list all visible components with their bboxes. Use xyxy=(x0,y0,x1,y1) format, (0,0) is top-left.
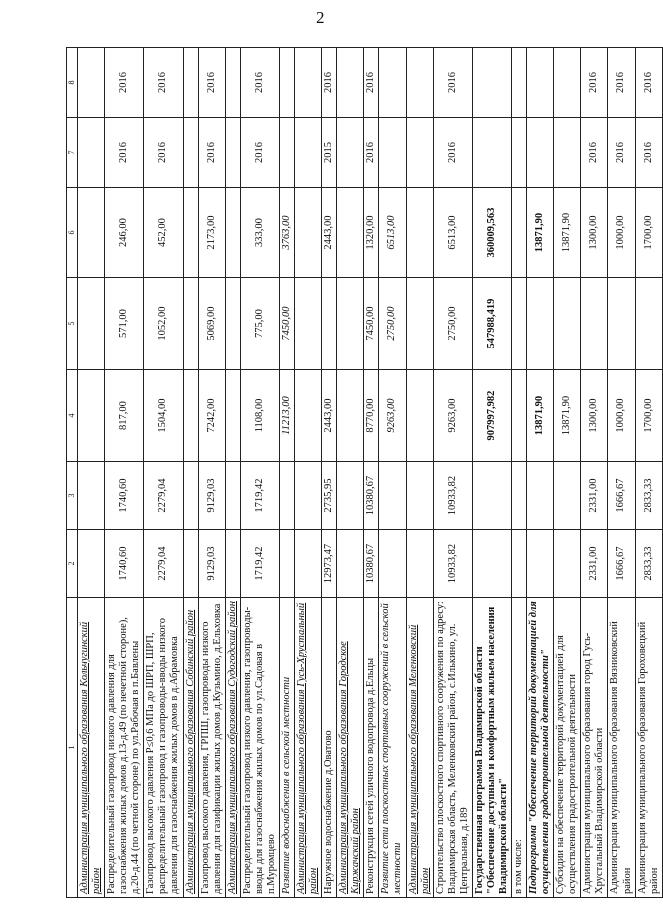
row-name-cell: в том числе: xyxy=(512,598,527,898)
value-cell xyxy=(406,118,433,188)
value-cell: 2833,33 xyxy=(635,462,662,530)
value-cell xyxy=(279,530,294,598)
value-cell: 2016 xyxy=(198,48,225,118)
value-cell xyxy=(78,370,105,462)
value-cell xyxy=(472,462,511,530)
value-cell xyxy=(279,462,294,530)
row-name-cell: Государственная программа Владимирской области "Обеспечение доступным и комфортным жильем населения Владимирской области" xyxy=(472,598,511,898)
value-cell: 6513,00 xyxy=(433,188,472,278)
column-number-row xyxy=(67,48,78,898)
value-cell: 2016 xyxy=(433,118,472,188)
value-cell xyxy=(406,48,433,118)
value-cell xyxy=(337,370,364,462)
value-cell xyxy=(512,118,527,188)
value-cell: 2331,00 xyxy=(581,462,608,530)
value-cell xyxy=(379,462,406,530)
value-cell: 2016 xyxy=(144,48,183,118)
table-row xyxy=(105,48,144,898)
value-cell: 452,00 xyxy=(144,188,183,278)
value-cell xyxy=(406,530,433,598)
value-cell: 2443,00 xyxy=(322,188,337,278)
value-cell: 1000,00 xyxy=(608,188,635,278)
table-row xyxy=(608,48,635,898)
column-header: 1 xyxy=(67,598,78,898)
table-row xyxy=(472,48,511,898)
value-cell: 2279,04 xyxy=(144,530,183,598)
value-cell xyxy=(472,118,511,188)
value-cell xyxy=(225,462,240,530)
value-cell xyxy=(279,48,294,118)
table-row xyxy=(364,48,379,898)
value-cell xyxy=(183,188,198,278)
row-name-cell: Наружное водоснабжение д.Оватово xyxy=(322,598,337,898)
value-cell: 1000,00 xyxy=(608,370,635,462)
value-cell xyxy=(554,278,581,370)
value-cell xyxy=(379,118,406,188)
column-header: 8 xyxy=(67,48,78,118)
row-name-cell: Администрация муниципального образования Кольчугинский район xyxy=(78,598,105,898)
value-cell: 2016 xyxy=(608,118,635,188)
value-cell xyxy=(527,48,554,118)
value-cell: 2016 xyxy=(635,118,662,188)
table-row xyxy=(337,48,364,898)
value-cell xyxy=(295,370,322,462)
value-cell: 1504,00 xyxy=(144,370,183,462)
value-cell xyxy=(472,48,511,118)
value-cell xyxy=(337,118,364,188)
row-name-cell: Распределительный газопровод низкого давления для газоснабжения жилых домов д.13-д.49 (по нечетной стороне), д.20-д.44 (по четной стороне) по ул.Рабочая в п.Бавлены xyxy=(105,598,144,898)
column-header: 4 xyxy=(67,370,78,462)
value-cell xyxy=(512,188,527,278)
value-cell: 6513,00 xyxy=(379,188,406,278)
value-cell: 1300,00 xyxy=(581,370,608,462)
value-cell: 2750,00 xyxy=(433,278,472,370)
value-cell xyxy=(472,530,511,598)
row-name-cell: Реконструкция сетей уличного водопровода д.Ельцы xyxy=(364,598,379,898)
value-cell: 13871,90 xyxy=(554,370,581,462)
value-cell: 1052,00 xyxy=(144,278,183,370)
value-cell xyxy=(512,48,527,118)
table-row xyxy=(406,48,433,898)
value-cell: 10380,67 xyxy=(364,462,379,530)
value-cell: 2016 xyxy=(105,118,144,188)
value-cell xyxy=(78,48,105,118)
row-name-cell: Подпрограмма "Обеспечение территорий документацией для осуществления градостроительной деятельности" xyxy=(527,598,554,898)
value-cell xyxy=(279,118,294,188)
row-name-cell: Администрация муниципального образования Меленковский район xyxy=(406,598,433,898)
value-cell xyxy=(608,278,635,370)
table-row xyxy=(527,48,554,898)
column-header: 7 xyxy=(67,118,78,188)
value-cell xyxy=(554,462,581,530)
column-header: 6 xyxy=(67,188,78,278)
value-cell xyxy=(527,278,554,370)
value-cell: 2173,00 xyxy=(198,188,225,278)
table-row xyxy=(512,48,527,898)
value-cell xyxy=(635,278,662,370)
value-cell xyxy=(225,370,240,462)
value-cell xyxy=(78,278,105,370)
value-cell: 9129,03 xyxy=(198,462,225,530)
value-cell xyxy=(337,462,364,530)
table-body xyxy=(78,48,663,898)
value-cell xyxy=(554,48,581,118)
value-cell: 2016 xyxy=(144,118,183,188)
table-row xyxy=(379,48,406,898)
value-cell xyxy=(295,530,322,598)
row-name-cell: Газопровод высокого давления, ГРПШ, газопроводы низкого давления для газификации жилых домов д.Кузьмино, д.Ельховка xyxy=(198,598,225,898)
value-cell: 907997,982 xyxy=(472,370,511,462)
value-cell xyxy=(295,188,322,278)
value-cell xyxy=(554,530,581,598)
value-cell: 1740,60 xyxy=(105,462,144,530)
row-name-cell: Администрация муниципального образования город Гусь-Хрустальный Владимирской области xyxy=(581,598,608,898)
table-row xyxy=(183,48,198,898)
value-cell xyxy=(406,188,433,278)
value-cell: 8770,00 xyxy=(364,370,379,462)
value-cell xyxy=(78,530,105,598)
value-cell xyxy=(183,370,198,462)
row-name-cell: Администрация муниципального образования Городское Киржачский район xyxy=(337,598,364,898)
table-row xyxy=(78,48,105,898)
table-row xyxy=(433,48,472,898)
row-name-cell: Администрация муниципального образования Собинский район xyxy=(183,598,198,898)
value-cell xyxy=(512,530,527,598)
value-cell: 1666,67 xyxy=(608,462,635,530)
value-cell: 2016 xyxy=(635,48,662,118)
value-cell xyxy=(406,370,433,462)
value-cell xyxy=(581,278,608,370)
column-header: 5 xyxy=(67,278,78,370)
value-cell: 2750,00 xyxy=(379,278,406,370)
value-cell: 2016 xyxy=(364,118,379,188)
value-cell: 12973,47 xyxy=(322,530,337,598)
row-name-cell: Администрация муниципального образования Судогодский район xyxy=(225,598,240,898)
value-cell xyxy=(337,278,364,370)
value-cell: 10380,67 xyxy=(364,530,379,598)
column-header: 3 xyxy=(67,462,78,530)
value-cell: 333,00 xyxy=(240,188,279,278)
value-cell: 9129,03 xyxy=(198,530,225,598)
table-row xyxy=(279,48,294,898)
value-cell: 1666,67 xyxy=(608,530,635,598)
row-name-cell: Развитие водоснабжения в сельской местности xyxy=(279,598,294,898)
page-number: 2 xyxy=(316,8,325,27)
value-cell xyxy=(78,462,105,530)
row-name-cell: Распределительный газопровод низкого давления, газопроводы-вводы для газоснабжения жилых домов по ул.Садовая в п.Муромцево xyxy=(240,598,279,898)
value-cell: 7450,00 xyxy=(364,278,379,370)
value-cell xyxy=(225,530,240,598)
value-cell: 2331,00 xyxy=(581,530,608,598)
row-name-cell: Строительство плоскостного спортивного сооружения по адресу: Владимирская область, Меленковский район, с.Илькино, ул. Центральная, д.189 xyxy=(433,598,472,898)
value-cell: 2016 xyxy=(240,118,279,188)
value-cell xyxy=(512,278,527,370)
value-cell: 1740,60 xyxy=(105,530,144,598)
value-cell xyxy=(406,278,433,370)
value-cell xyxy=(183,462,198,530)
value-cell xyxy=(183,48,198,118)
value-cell xyxy=(78,188,105,278)
value-cell xyxy=(183,530,198,598)
value-cell xyxy=(225,188,240,278)
value-cell xyxy=(379,530,406,598)
value-cell xyxy=(554,118,581,188)
value-cell: 3763,00 xyxy=(279,188,294,278)
value-cell: 2016 xyxy=(433,48,472,118)
value-cell: 360009,563 xyxy=(472,188,511,278)
value-cell: 10933,82 xyxy=(433,530,472,598)
value-cell: 2015 xyxy=(322,118,337,188)
value-cell: 246,00 xyxy=(105,188,144,278)
value-cell: 9263,00 xyxy=(379,370,406,462)
table-row xyxy=(581,48,608,898)
value-cell: 2016 xyxy=(581,48,608,118)
value-cell: 775,00 xyxy=(240,278,279,370)
value-cell: 2443,00 xyxy=(322,370,337,462)
value-cell xyxy=(183,118,198,188)
row-name-cell: Администрация муниципального образования Гороховецкий район xyxy=(635,598,662,898)
value-cell xyxy=(225,48,240,118)
value-cell xyxy=(527,118,554,188)
value-cell: 2016 xyxy=(608,48,635,118)
row-name-cell: Субсидии на обеспечение территорий документацией для осуществления градостроительной деятельности xyxy=(554,598,581,898)
value-cell: 2833,33 xyxy=(635,530,662,598)
value-cell: 571,00 xyxy=(105,278,144,370)
value-cell xyxy=(512,370,527,462)
value-cell: 2016 xyxy=(322,48,337,118)
value-cell xyxy=(337,188,364,278)
value-cell xyxy=(183,278,198,370)
value-cell xyxy=(512,462,527,530)
table-row xyxy=(322,48,337,898)
value-cell: 1700,00 xyxy=(635,370,662,462)
value-cell xyxy=(527,462,554,530)
value-cell: 7242,00 xyxy=(198,370,225,462)
row-name-cell: Администрация муниципального образования Гусь-Хрустальный район xyxy=(295,598,322,898)
value-cell: 2735,95 xyxy=(322,462,337,530)
value-cell: 5069,00 xyxy=(198,278,225,370)
value-cell xyxy=(527,530,554,598)
value-cell: 1719,42 xyxy=(240,530,279,598)
value-cell: 547988,419 xyxy=(472,278,511,370)
value-cell: 2016 xyxy=(581,118,608,188)
table-row xyxy=(144,48,183,898)
value-cell xyxy=(379,48,406,118)
value-cell: 1719,42 xyxy=(240,462,279,530)
value-cell: 13871,90 xyxy=(527,370,554,462)
value-cell xyxy=(337,48,364,118)
table-row xyxy=(295,48,322,898)
column-header: 2 xyxy=(67,530,78,598)
value-cell: 2016 xyxy=(105,48,144,118)
value-cell: 1320,00 xyxy=(364,188,379,278)
value-cell: 817,00 xyxy=(105,370,144,462)
table-row xyxy=(225,48,240,898)
value-cell: 1700,00 xyxy=(635,188,662,278)
budget-table xyxy=(66,47,663,898)
value-cell: 1300,00 xyxy=(581,188,608,278)
value-cell: 7450,00 xyxy=(279,278,294,370)
table-row xyxy=(635,48,662,898)
value-cell xyxy=(406,462,433,530)
row-name-cell: Администрация муниципального образования Вязниковский район xyxy=(608,598,635,898)
value-cell xyxy=(337,530,364,598)
value-cell xyxy=(78,118,105,188)
value-cell xyxy=(295,48,322,118)
value-cell xyxy=(295,462,322,530)
value-cell: 9263,00 xyxy=(433,370,472,462)
value-cell: 2016 xyxy=(198,118,225,188)
rotated-table-container xyxy=(66,48,660,898)
value-cell: 1108,00 xyxy=(240,370,279,462)
value-cell: 2016 xyxy=(240,48,279,118)
value-cell xyxy=(322,278,337,370)
value-cell xyxy=(225,118,240,188)
row-name-cell: Газопровод высокого давления Р≤0,6 МПа до ШРП, ШРП, распределительный газопровод и газопроводы-вводы низкого давления для газоснабжения жилых домов в д.Абрамовка xyxy=(144,598,183,898)
value-cell: 11213,00 xyxy=(279,370,294,462)
value-cell: 10933,82 xyxy=(433,462,472,530)
value-cell xyxy=(225,278,240,370)
row-name-cell: Развитие сети плоскостных спортивных сооружений в сельской местности xyxy=(379,598,406,898)
value-cell: 13871,90 xyxy=(527,188,554,278)
table-row xyxy=(554,48,581,898)
table-row xyxy=(198,48,225,898)
value-cell xyxy=(295,118,322,188)
value-cell: 13871,90 xyxy=(554,188,581,278)
value-cell: 2016 xyxy=(364,48,379,118)
table-row xyxy=(240,48,279,898)
value-cell xyxy=(295,278,322,370)
value-cell: 2279,04 xyxy=(144,462,183,530)
